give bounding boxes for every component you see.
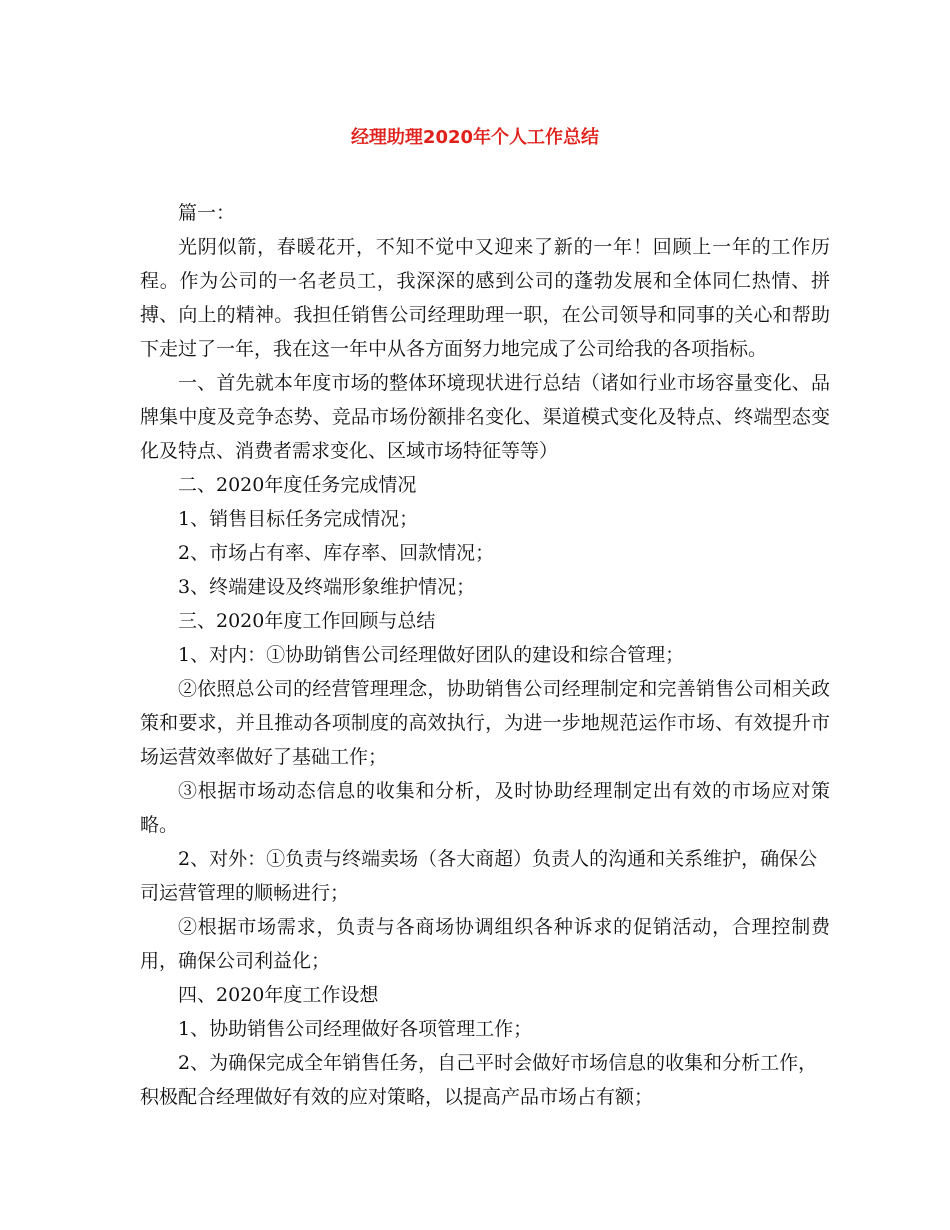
paragraph: 2、为确保完成全年销售任务，自己平时会做好市场信息的收集和分析工作， 积极配合经理做好有效的应对策略，以提高产品市场占有额； xyxy=(140,1052,818,1108)
paragraph: ②依照总公司的经营管理理念，协助销售公司经理制定和完善销售公司相关政策和要求，并且推动各项制度的高效执行，为进一步地规范运作市场、有效提升市场运营效率做好了基础工作； xyxy=(140,678,830,768)
paragraph: 篇一： xyxy=(178,202,236,224)
document-body xyxy=(140,196,830,1114)
paragraph: 1、对内：①协助销售公司经理做好团队的建设和综合管理； xyxy=(178,644,685,666)
paragraph: 1、销售目标任务完成情况； xyxy=(178,508,419,530)
paragraph: ③根据市场动态信息的收集和分析，及时协助经理制定出有效的市场应对策略。 xyxy=(140,780,830,836)
paragraph: 三、2020年度工作回顾与总结 xyxy=(178,610,436,632)
paragraph: ②根据市场需求，负责与各商场协调组织各种诉求的促销活动，合理控制费用，确保公司利益化； xyxy=(140,916,830,972)
paragraph: 一、首先就本年度市场的整体环境现状进行总结（诸如行业市场容量变化、品牌集中度及竞争态势、竞品市场份额排名变化、渠道模式变化及特点、终端型态变化及特点、消费者需求变化、区域市场特征等等） xyxy=(140,372,830,462)
paragraph: 2、市场占有率、库存率、回款情况； xyxy=(178,542,495,564)
paragraph: 四、2020年度工作设想 xyxy=(178,984,379,1006)
paragraph: 光阴似箭，春暖花开，不知不觉中又迎来了新的一年！回顾上一年的工作历程。作为公司的一名老员工，我深深的感到公司的蓬勃发展和全体同仁热情、拼搏、向上的精神。我担任销售公司经理助理一职，在公司领导和同事的关心和帮助下走过了一年，我在这一年中从各方面努力地完成了公司给我的各项指标。 xyxy=(140,236,830,360)
paragraph: 二、2020年度任务完成情况 xyxy=(178,474,417,496)
paragraph: 2、对外：①负责与终端卖场（各大商超）负责人的沟通和关系维护，确保公 司运营管理的顺畅进行； xyxy=(140,848,818,904)
document-title: 经理助理2020年个人工作总结 xyxy=(350,127,600,148)
paragraph: 1、协助销售公司经理做好各项管理工作； xyxy=(178,1018,533,1040)
paragraph: 3、终端建设及终端形象维护情况； xyxy=(178,576,476,598)
